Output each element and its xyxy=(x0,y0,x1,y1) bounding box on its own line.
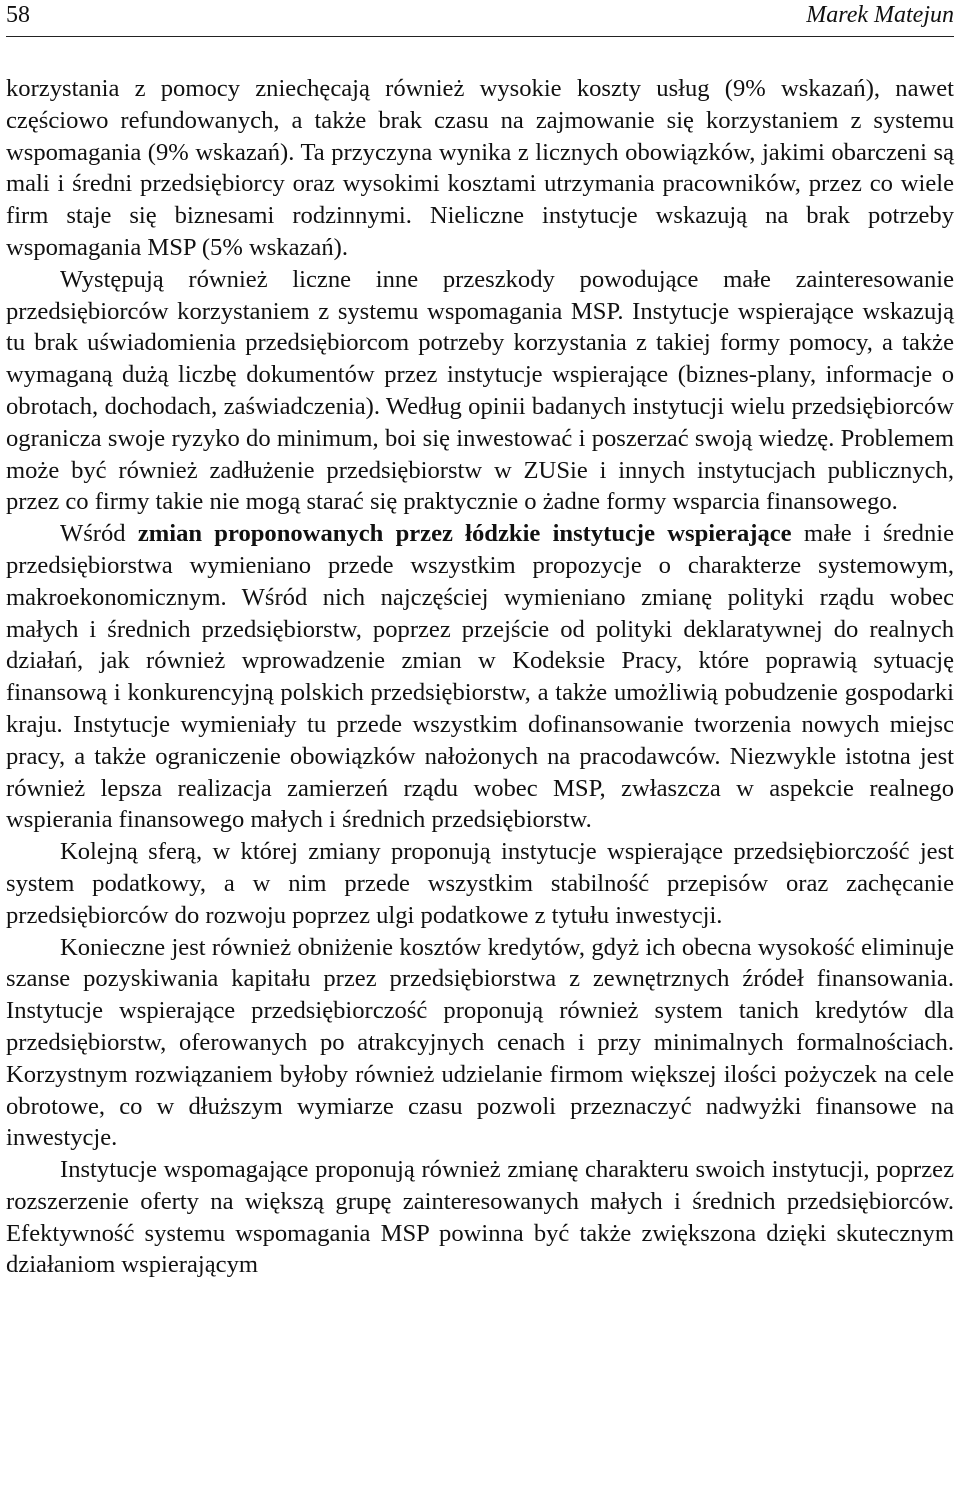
paragraph-4-text: Kolejną sferą, w której zmiany proponują instytucje wspierające przedsiębiorczość jest system podatkowy, a w nim przede wszystkim stabilność przepisów oraz zachęcanie przedsiębiorców do rozwoju poprzez ulgi podatkowe z tytułu inwestycji. xyxy=(6,838,954,929)
body-text xyxy=(6,73,954,1281)
paragraph-3-text: małe i średnie przedsiębiorstwa wymieniano przede wszystkim propozycje o charakterze systemowym, makroekonomicznym. Wśród nich najczęściej wymieniano zmianę polityki rządu wobec małych i średnich przedsiębiorstw, poprzez przejście od polityki deklaratywnej do realnych działań, jak również wprowadzenie zmian w Kodeksie Pracy, które poprawią sytuację finansową i konkurencyjną polskich przedsiębiorstw, a także umożliwią pobudzenie gospodarki kraju. Instytucje wymieniały tu przede wszystkim dofinansowanie tworzenia nowych miejsc pracy, a także ograniczenie obowiązków nałożonych na pracodawców. Niezwykle istotna jest również lepsza realizacja zamierzeń rządu wobec MSP, zwłaszcza w aspekcie realnego wspierania finansowego małych i średnich przedsiębiorstw. xyxy=(6,520,955,834)
paragraph-3 xyxy=(6,518,954,836)
document-page xyxy=(6,0,954,1281)
paragraph-3-bold-phrase: zmian proponowanych przez łódzkie instytucje wspierające xyxy=(137,520,792,548)
running-header-author: Marek Matejun xyxy=(806,2,954,28)
page-number: 58 xyxy=(6,2,30,28)
paragraph-3-lead: Wśród xyxy=(60,520,138,548)
paragraph-5 xyxy=(6,932,954,1155)
paragraph-2-text: Występują również liczne inne przeszkody powodujące małe zainteresowanie przedsiębiorców korzystaniem z systemu wspomagania MSP. Instytucje wspierające wskazują tu brak uświadomienia przedsiębiorcom potrzeby korzystania z takiej formy pomocy, a także wymaganą dużą liczbę dokumentów przez instytucje wspierające (biznes-plany, informacje o obrotach, dochodach, zaświadczenia). Według opinii badanych instytucji wielu przedsiębiorców ogranicza swoje ryzyko do minimum, boi się inwestować i poszerzać swoją wiedzę. Problemem może być również zadłużenie przedsiębiorstw w ZUSie i innych instytucjach publicznych, przez co firmy takie nie mogą starać się praktycznie o żadne formy wsparcia finansowego. xyxy=(6,265,954,516)
paragraph-6-text: Instytucje wspomagające proponują również zmianę charakteru swoich instytucji, poprzez rozszerzenie oferty na większą grupę zainteresowanych małych i średnich przedsiębiorców. Efektywność systemu wspomagania MSP powinna być także zwiększona dzięki skutecznym działaniom wspierającym xyxy=(6,1156,954,1279)
paragraph-4 xyxy=(6,836,954,931)
paragraph-2 xyxy=(6,264,954,518)
running-header xyxy=(6,0,954,37)
paragraph-1 xyxy=(6,73,954,264)
paragraph-5-text: Konieczne jest również obniżenie kosztów kredytów, gdyż ich obecna wysokość eliminuje szanse pozyskiwania kapitału przez przedsiębiorstwa z zewnętrznych źródeł finansowania. Instytucje wspierające przedsiębiorczość proponują również system tanich kredytów dla przedsiębiorstw, oferowanych po atrakcyjnych cenach i przy minimalnych formalnościach. Korzystnym rozwiązaniem byłoby również udzielanie firmom większej ilości pożyczek na cele obrotowe, co w dłuższym wymiarze czasu pozwoli przeznaczyć nadwyżki finansowe na inwestycje. xyxy=(6,933,954,1152)
paragraph-1-text: korzystania z pomocy zniechęcają również wysokie koszty usług (9% wskazań), nawet częściowo refundowanych, a także brak czasu na zajmowanie się korzystaniem z systemu wspomagania (9% wskazań). Ta przyczyna wynika z licznych obowiązków, jakimi obarczeni są mali i średni przedsiębiorcy oraz wysokimi kosztami utrzymania pracowników, przez co wiele firm staje się biznesami rodzinnymi. Nieliczne instytucje wskazują na brak potrzeby wspomagania MSP (5% wskazań). xyxy=(6,75,954,261)
paragraph-6 xyxy=(6,1154,954,1281)
